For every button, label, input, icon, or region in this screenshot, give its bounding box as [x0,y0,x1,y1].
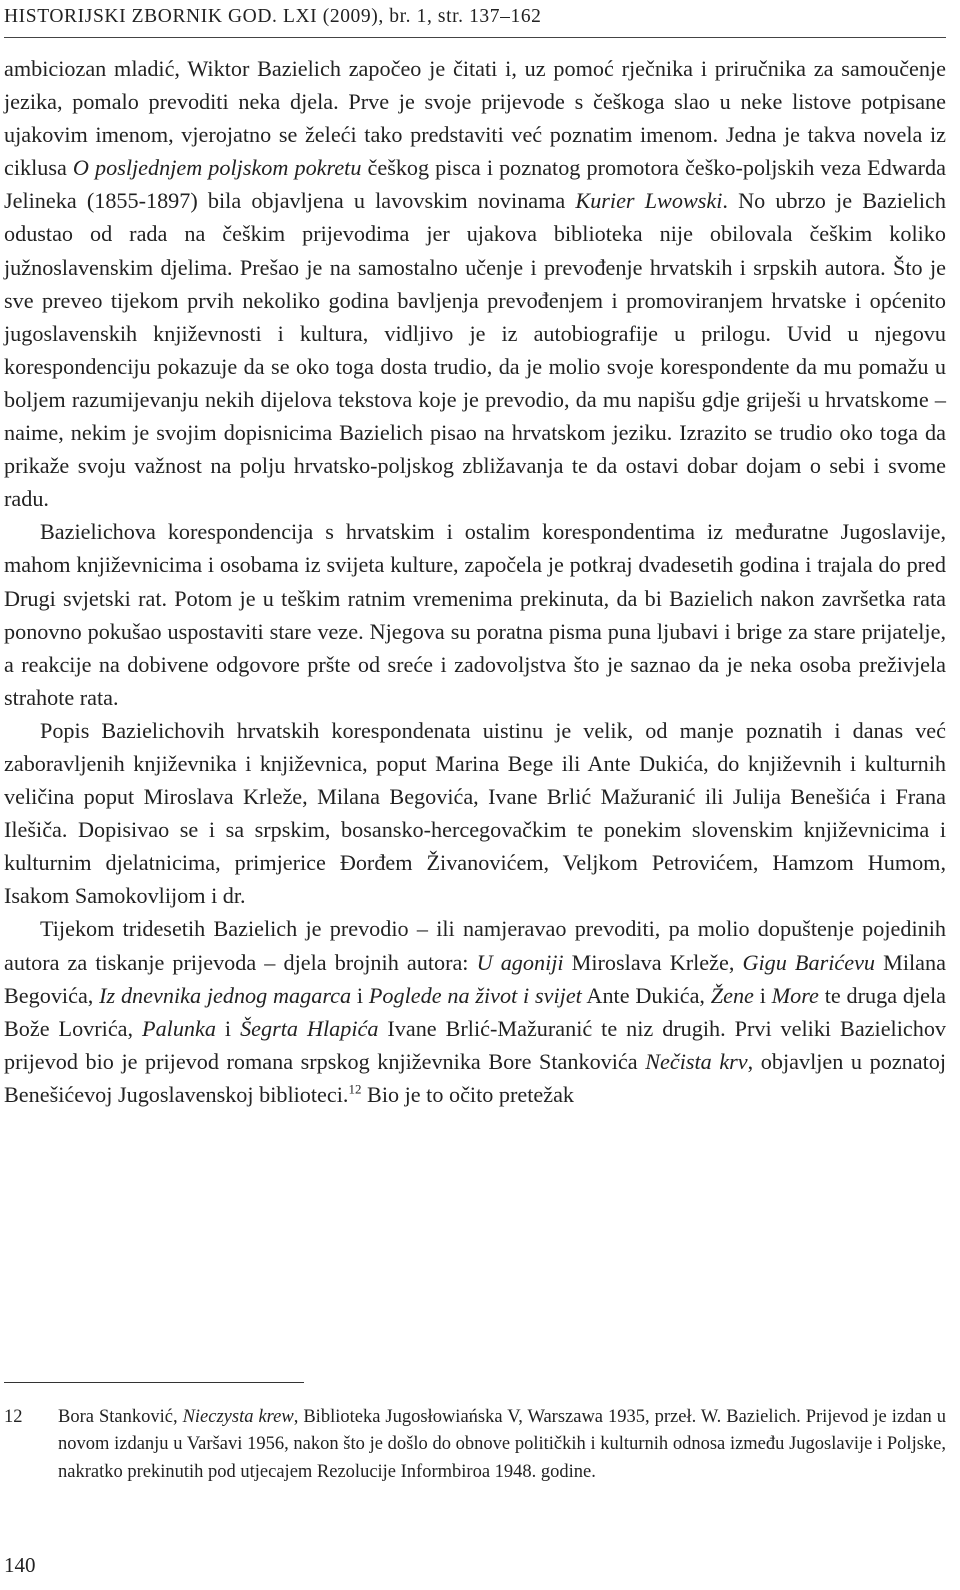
p1-text-3: . No ubrzo je Bazielich odustao od rada na češkim prijevodima jer ujakova biblioteka nije obilovala češkim koliko južnoslavenskim djelima. Prešao je na samostalno učenje i prevođenje hrvatskih i srpskih autora. Što je sve preveo tijekom prvih nekoliko godina bavljenja prevođenjem i promoviranjem hrvatske i općenito jugoslavenskih književnosti i kultura, vidljivo je iz autobiografije u prilogu. Uvid u njegovu korespondenciju pokazuje da se oko toga dosta trudio, da je molio svoje korespondente da mu pomažu u boljem razumijevanju nekih dijelova tekstova koje je prevodio, da mu napišu gdje griješi u hrvatskome – naime, nekim je svojim dopisnicima Bazielich pisao na hrvatskom jeziku. Izrazito se trudio oko toga da prikaže svoju važnost na polju hrvatsko-poljskog zbližavanja te da ostavi dobar dojam o sebi i svome radu. [4,188,946,512]
p4-text-7: te druga djela Bože Lovrića, [4,982,946,1041]
paragraph-2: Bazielichova korespondencija s hrvatskim i ostalim korespondentima iz međuratne Jugoslavije, mahom književnicima i osobama iz svijeta kulture, započela je potkraj dvadesetih godina i trajala do pred Drugi svjetski rat. Potom je u teškim ratnim vremenima prekinuta, da bi Bazielich nakon završetka rata ponovno pokušao uspostaviti stare veze. Njegova su poratna pisma puna ljubavi i brige za stare prijatelje, a reakcije na dobivene odgovore pršte od sreće i zadovoljstva što je saznao da je neka osoba preživjela strahote rata. [4,519,946,710]
p1-title-posljednjem-pokretu: O posljednjem poljskom pokretu [72,155,362,181]
p4-text-8: i [215,1015,241,1041]
p4-text-3: Milana Begovića, [4,949,946,1008]
p4-text-11: Bio je to očito pretežak [361,1081,575,1107]
p4-title-u-agoniji: U agoniji [476,949,564,975]
p4-title-more: More [771,982,819,1008]
p1-text-2: češkog pisca i poznatog promotora češko-poljskih veza Edwarda Jelineka (1855-1897) bila objavljena u lavovskim novinama [4,155,946,214]
paragraph-4 [4,912,946,1111]
footnote-number: 12 [4,1407,23,1427]
footnote-reference[interactable]: 12 [348,1081,362,1097]
p4-text-10: , objavljen u poznatoj Benešićevoj Jugoslavenskoj biblioteci. [4,1048,946,1107]
p4-title-iz-dnevnika: Iz dnevnika jednog magarca [99,982,352,1008]
paragraph-3: Popis Bazielichovih hrvatskih korespondenata uistinu je velik, od manje poznatih i danas već zaboravljenih književnika i književnica, poput Marina Bege ili Ante Dukića, do književnih i kulturnih veličina poput Miroslava Krleže, Milana Begovića, Ivane Brlić Mažuranić ili Julija Benešića i Frana Ilešiča. Dopisivao se i sa srpskim, bosansko-hercegovačkim te ponekim slovenskim književnicima i kulturnim djelatnicima, primjerice Đorđem Živanovićem, Veljkom Petrovićem, Hamzom Humom, Isakom Samokovlijom i dr. [4,717,946,909]
p4-text-9: Ivane Brlić-Mažuranić te niz drugih. Prvi veliki Bazielichov prijevod bio je prijevod romana srpskog književnika Bore Stankovića [4,1015,947,1074]
page-number: 140 [4,1553,36,1577]
footnote-rule [4,1382,304,1383]
p4-title-poglede: Poglede na život i svijet [368,982,582,1008]
p4-title-segrta-hlapica: Šegrta Hlapića [240,1015,379,1041]
paragraph-1 [4,52,946,515]
header-rule [4,37,946,38]
p1-text-1: ambiciozan mladić, Wiktor Bazielich započeo je čitati i, uz pomoć rječnika i priručnika za samoučenje jezika, pomalo prevoditi neka djela. Prve je svoje prijevode s češkoga slao u neke listove potpisane ujakovim imenom, vjerojatno se želeći tako predstaviti već poznatim imenom. Jedna je takva novela iz ciklusa [4,56,946,181]
p4-title-zene: Žene [710,982,754,1008]
p4-title-palunka: Palunka [142,1015,216,1041]
footnote-text-2: , Biblioteka Jugosłowiańska V, Warszawa 1935, przeł. W. Bazielich. Prijevod je izdan u novom izdanju u Varšavi 1956, nakon što je došlo do obnove političkih i kulturnih odnosa između Jugoslavije i Poljske, nakratko prekinutih pod utjecajem Rezolucije Informbiroa 1948. godine. [58,1407,947,1482]
p1-title-kurier-lwowski: Kurier Lwowski [575,188,723,214]
p4-text-1: Tijekom tridesetih Bazielich je prevodio – ili namjeravao prevoditi, pa molio dopuštenje pojedinih autora za tiskanje prijevoda – djela brojnih autora: [4,916,946,975]
running-head: HISTORIJSKI ZBORNIK GOD. LXI (2009), br. 1, str. 137–162 [4,6,542,27]
p4-title-gigu-baricevu: Gigu Barićevu [742,949,876,975]
p4-text-5: Ante Dukića, [581,982,711,1008]
footnote-title-nieczysta-krew: Nieczysta krew [182,1407,294,1427]
body-text [4,52,946,1111]
footnote [4,1404,946,1486]
p4-text-2: Miroslava Krleže, [563,949,743,975]
footnote-text [58,1404,946,1486]
p4-title-necista-krv: Nečista krv [645,1048,748,1074]
p4-text-6: i [753,982,772,1008]
footnote-text-1: Bora Stanković, [58,1407,183,1427]
p4-text-4: i [351,982,369,1008]
